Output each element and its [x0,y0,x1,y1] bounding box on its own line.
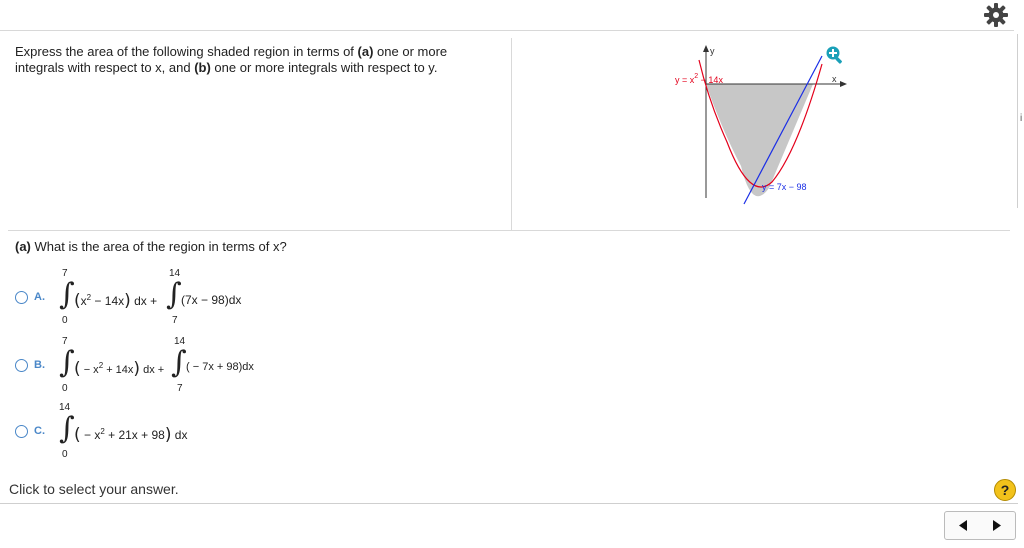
part-b-mark: (b) [194,60,211,75]
top-divider [0,30,1014,31]
next-arrow-icon[interactable] [980,512,1015,539]
y-axis-label: y [710,46,715,56]
option-a-integrand-2: (7x − 98)dx [181,293,242,307]
curve-label: $y = x^2 - 14x$ [675,73,723,85]
integral-sign: ∫ [166,277,182,312]
option-c[interactable] [15,402,235,458]
option-a-lower-2: 7 [172,315,178,326]
x-axis-arrow [840,81,847,87]
option-a-upper-2: 14 [169,268,181,279]
integral-sign: ∫ [59,345,75,380]
gear-icon[interactable] [983,2,1009,28]
option-b-lower-2: 7 [177,383,183,394]
integral-sign: ∫ [171,345,187,380]
option-b-radio[interactable] [15,359,28,372]
option-c-upper: 14 [59,402,71,413]
zoom-in-icon[interactable] [825,45,845,65]
option-a-lower-1: 0 [62,315,68,326]
option-a-radio[interactable] [15,291,28,304]
option-b-upper-1: 7 [62,336,68,347]
panel-divider [511,38,512,230]
region-graph [672,42,862,212]
option-c-integrand: ( − $x^2 + 21x + 98$) dx [74,425,188,445]
part-a-mark: (a) [357,44,374,59]
previous-arrow-icon[interactable] [945,512,980,539]
footer-divider [0,503,1018,504]
scroll-edge-lower [1017,112,1024,208]
option-a-integrand-1: $(x^2 - 14x)$ dx + [74,291,158,311]
option-b-integrand-2: ( − 7x + 98)dx [186,361,254,373]
x-axis-label: x [832,74,837,84]
top-toolbar [0,0,1024,30]
option-b-upper-2: 14 [174,336,186,347]
option-b-label: B. [34,359,45,371]
scroll-marker: i [1020,113,1023,124]
option-a[interactable] [15,268,315,324]
option-c-label: C. [34,425,45,437]
option-b[interactable] [15,336,315,392]
option-c-lower: 0 [62,449,68,460]
help-button[interactable]: ? [994,479,1016,501]
line-label: y = 7x − 98 [762,182,807,192]
instruction-text: Click to select your answer. [9,481,179,497]
option-a-label: A. [34,291,45,303]
question-prompt: Express the area of the following shaded region in terms of (a) one or more integrals with respect to x, and (b) one or more integrals with respect to y. [15,44,448,75]
y-axis-arrow [703,45,709,52]
shaded-region [706,84,813,196]
integral-sign: ∫ [59,411,75,446]
section-divider [8,230,1010,231]
option-b-integrand-1: ( − $x^2 + 14x$) dx + [74,359,165,379]
navigation-controls [944,511,1016,540]
integral-sign: ∫ [59,277,75,312]
option-c-radio[interactable] [15,425,28,438]
option-a-upper-1: 7 [62,268,68,279]
part-a-question: (a) What is the area of the region in terms of x? [15,239,287,254]
scroll-edge [1017,34,1024,118]
option-b-lower-1: 0 [62,383,68,394]
